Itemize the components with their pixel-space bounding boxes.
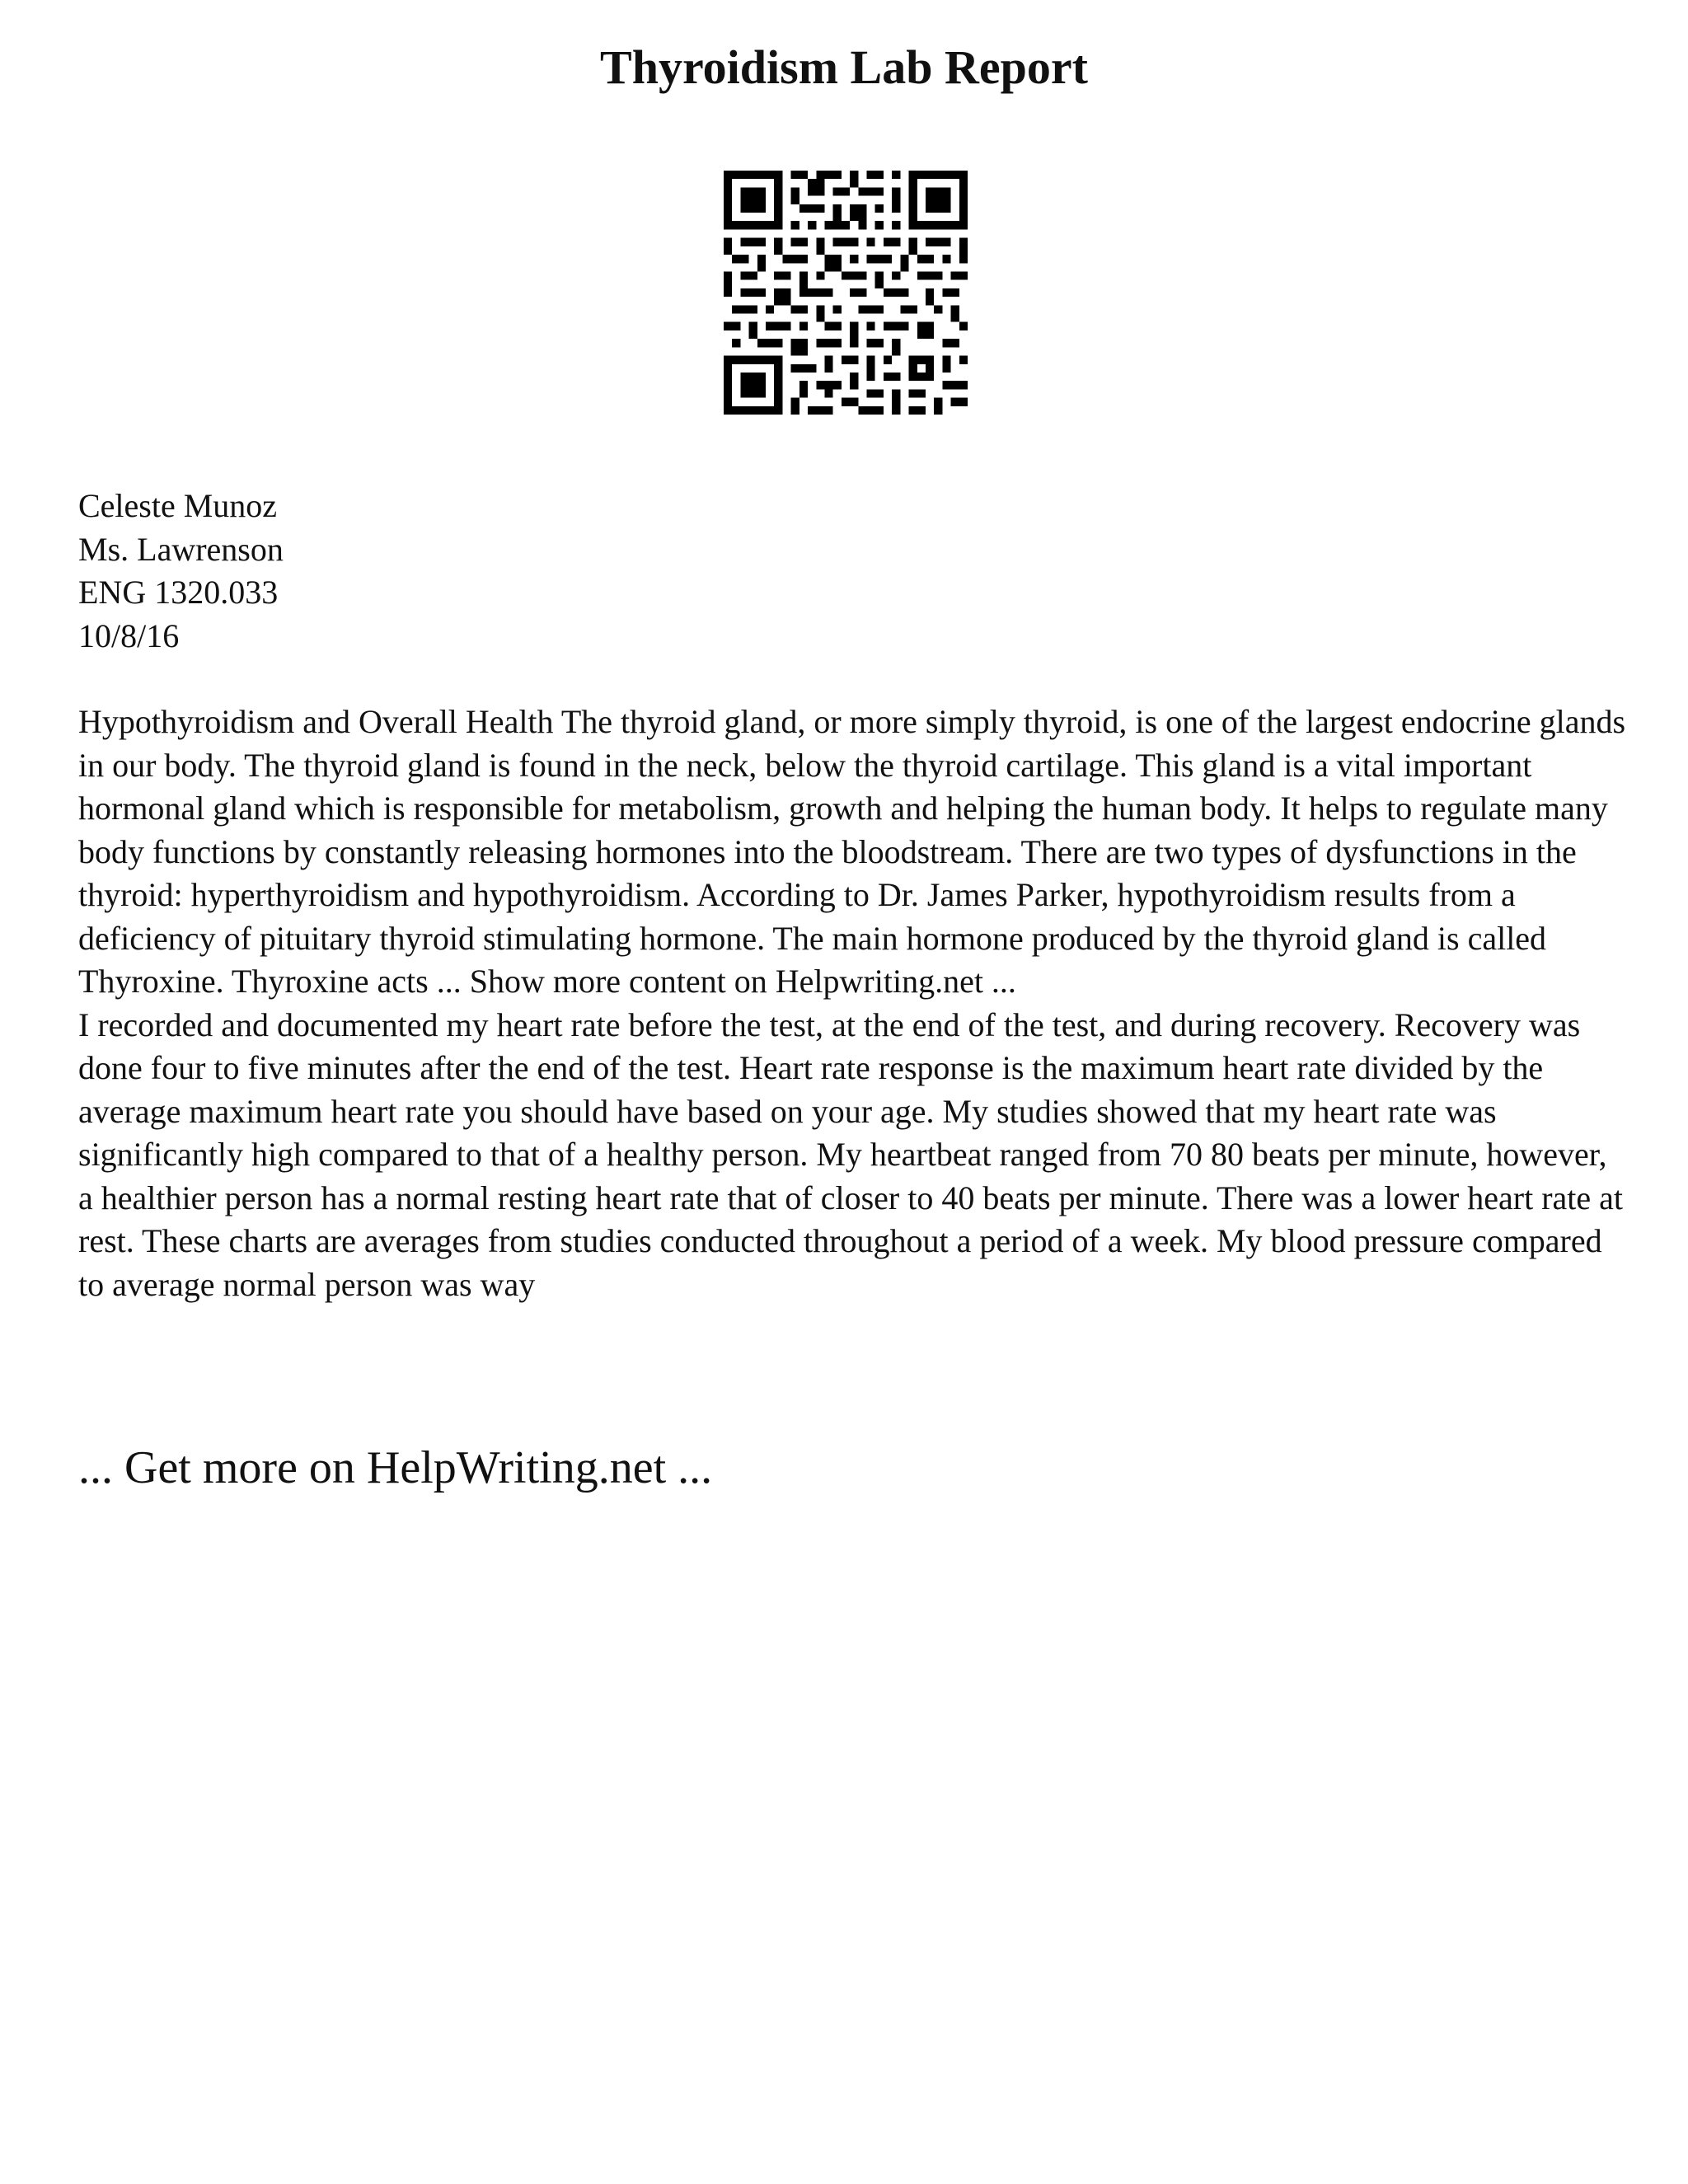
paragraph-results: I recorded and documented my heart rate before the test, at the end of the test, and during recovery. Recovery was done four to five minutes after the end of the test. Heart rate response is the maximum heart rate divided by the average maximum heart rate you should have based on your age. My studies showed that my heart rate was significantly high compared to that of a healthy person. My heartbeat ranged from 70 80 beats per minute, however, a healthier person has a normal resting heart rate that of closer to 40 beats per minute. There was a lower heart rate at rest. These charts are averages from studies conducted throughout a period of a week. My blood pressure compared to average normal person was way — [78, 1005, 1624, 1303]
qr-code-icon — [724, 171, 968, 415]
course-code: ENG 1320.033 — [78, 574, 279, 611]
report-date: 10/8/16 — [78, 616, 180, 654]
page-title: Thyroidism Lab Report — [600, 40, 1088, 94]
report-body — [78, 701, 1628, 1306]
paragraph-intro: Hypothyroidism and Overall Health The thyroid gland, or more simply thyroid, is one of the largest endocrine glands in our body. The thyroid gland is found in the neck, below the thyroid cartilage. This gland is a vital important hormonal gland which is responsible for metabolism, growth and helping the human body. It helps to regulate many body functions by constantly releasing hormones into the bloodstream. There are two types of dysfunctions in the thyroid: hyperthyroidism and hypothyroidism. According to Dr. James Parker, hypothyroidism results from a deficiency of pituitary thyroid stimulating hormone. The main hormone produced by the thyroid gland is called Thyroxine. Thyroxine acts ... Show more content on Helpwriting.net ... — [78, 703, 1626, 1000]
get-more-link[interactable]: ... Get more on HelpWriting.net ... — [78, 1442, 713, 1493]
author-info — [78, 485, 1603, 658]
author-name: Celeste Munoz — [78, 487, 278, 524]
instructor-name: Ms. Lawrenson — [78, 530, 284, 568]
